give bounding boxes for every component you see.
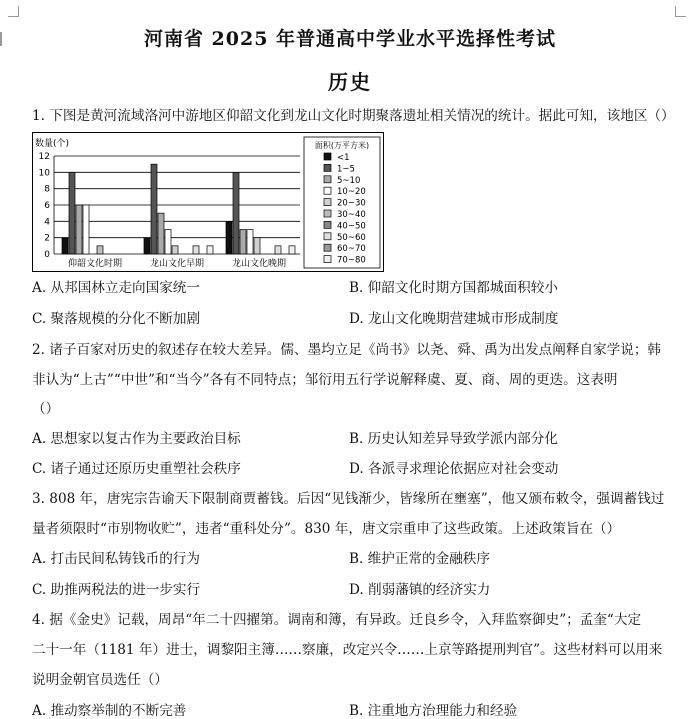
question-1-option-a[interactable]: A. 从邦国林立走向国家统一	[32, 280, 200, 296]
legend-entry: 30~40	[337, 210, 366, 220]
x-category-label: 龙山文化晚期	[231, 259, 287, 269]
question-4-stem-line-3: 说明金朝官员选任（）	[32, 672, 168, 688]
y-tick-label: 6	[44, 201, 50, 211]
legend-swatch	[324, 256, 331, 263]
legend-entry: 50~60	[337, 232, 366, 243]
legend-entry: 20~30	[337, 198, 366, 209]
question-2-stem-line-3: （）	[32, 401, 60, 417]
question-1-option-c[interactable]: C. 聚落规模的分化不断加剧	[32, 311, 201, 327]
question-2-stem-line-1: 2. 诸子百家对历史的叙述存在较大差异。儒、墨均立足《尚书》以尧、舜、禹为出发点阐释自家学说；韩	[32, 342, 662, 358]
bar-5-2	[172, 246, 178, 254]
y-tick-label: 4	[44, 217, 50, 228]
bar-2-2	[151, 164, 157, 254]
question-2-option-c[interactable]: C. 诸子通过还原历史重塑社会秩序	[32, 461, 241, 477]
legend-entry: 40~50	[337, 221, 366, 232]
page-corner-mark-right	[675, 6, 686, 17]
legend-swatch	[324, 199, 331, 206]
y-axis-label: 数量(个)	[35, 139, 70, 149]
y-tick-label: 2	[44, 233, 50, 244]
question-3-option-b[interactable]: B. 维护正常的金融秩序	[349, 551, 490, 567]
question-4-stem-line-2: 二十一年（1181 年）进士，调黎阳主簿……察廉，改定兴令……上京等路提刑判官”。这些材料可以用来	[32, 642, 663, 658]
bar-2-1	[69, 172, 75, 254]
legend-entry: 60~70	[337, 244, 366, 255]
legend-swatch	[324, 164, 331, 171]
question-4-stem-line-1: 4. 据《金史》记载，周昂“年二十四擢第。调南和簿，有异政。迁良乡令，入拜监察御史”；孟奎“大定	[32, 612, 642, 628]
bar-3-1	[76, 205, 82, 254]
legend-title: 面积(万平方米)	[314, 141, 370, 150]
legend-swatch	[324, 176, 331, 183]
bar-1-2	[144, 238, 150, 254]
y-tick-label: 0	[44, 250, 50, 260]
legend-swatch	[324, 221, 331, 228]
legend-entry: 1~5	[337, 164, 355, 175]
legend-swatch	[324, 244, 331, 251]
y-tick-label: 8	[44, 184, 50, 195]
x-category-label: 龙山文化早期	[149, 259, 205, 269]
x-category-label: 仰韶文化时期	[67, 259, 123, 269]
question-3-option-c[interactable]: C. 助推两税法的进一步实行	[32, 582, 201, 598]
bar-10-3	[289, 246, 295, 254]
legend-entry: 5~10	[337, 175, 361, 186]
legend-swatch	[324, 210, 331, 217]
bar-1-3	[226, 221, 232, 254]
y-tick-label: 10	[38, 168, 50, 179]
bar-3-3	[240, 230, 246, 255]
question-3-stem-line-1: 3. 808 年，唐宪宗告谕天下限制商贾蓄钱。后因“见钱渐少，皆缘所在壅塞”，他又颁布敕令，强调蓄钱过	[32, 491, 665, 507]
page-title: 河南省 2025 年普通高中学业水平选择性考试	[143, 28, 557, 50]
bar-10-2	[207, 246, 213, 254]
page-corner-mark-left	[8, 6, 19, 17]
settlement-bar-chart	[32, 132, 384, 272]
y-tick-label: 12	[38, 152, 50, 162]
question-1-stem: 1. 下图是黄河流域洛河中游地区仰韶文化到龙山文化时期聚落遗址相关情况的统计。据此可知，该地区（）	[32, 108, 675, 124]
legend-entry: 10~20	[337, 187, 366, 198]
question-3-stem-line-2: 量者须限时“市别物收贮”，违者“重科处分”。830 年，唐文宗重申了这些政策。上述政策旨在（）	[32, 521, 621, 537]
question-4-option-b[interactable]: B. 注重地方治理能力和经验	[349, 703, 518, 719]
bar-8-3	[275, 246, 281, 254]
legend-entry: 70~80	[337, 255, 366, 266]
legend-swatch	[324, 153, 331, 160]
subject-title: 历史	[328, 70, 372, 94]
bar-4-1	[83, 205, 89, 254]
question-1-option-b[interactable]: B. 仰韶文化时期方国都城面积较小	[349, 280, 558, 296]
bar-4-3	[247, 230, 253, 255]
question-2-stem-line-2: 非认为“上古”“中世”和“当今”各有不同特点；邹衍用五行学说解释虞、夏、商、周的更迭。这表明	[32, 372, 618, 388]
question-2-option-d[interactable]: D. 各派寻求理论依据应对社会变动	[349, 461, 559, 477]
question-2-option-a[interactable]: A. 思想家以复古作为主要政治目标	[32, 431, 241, 447]
bar-6-1	[97, 246, 103, 254]
question-3-option-d[interactable]: D. 削弱藩镇的经济实力	[349, 582, 491, 598]
bar-5-3	[254, 238, 260, 254]
bar-3-2	[158, 213, 164, 254]
bar-2-3	[233, 172, 239, 254]
legend-swatch	[324, 233, 331, 240]
bar-4-2	[165, 230, 171, 255]
question-1-option-d[interactable]: D. 龙山文化晚期营建城市形成制度	[349, 311, 559, 327]
bar-1-1	[62, 238, 68, 254]
question-4-option-a[interactable]: A. 推动察举制的不断完善	[32, 703, 187, 719]
question-2-option-b[interactable]: B. 历史认知差异导致学派内部分化	[349, 431, 558, 447]
legend-entry: <1	[337, 153, 350, 163]
bar-8-2	[193, 246, 199, 254]
legend-swatch	[324, 187, 331, 194]
question-3-option-a[interactable]: A. 打击民间私铸钱币的行为	[32, 551, 200, 567]
